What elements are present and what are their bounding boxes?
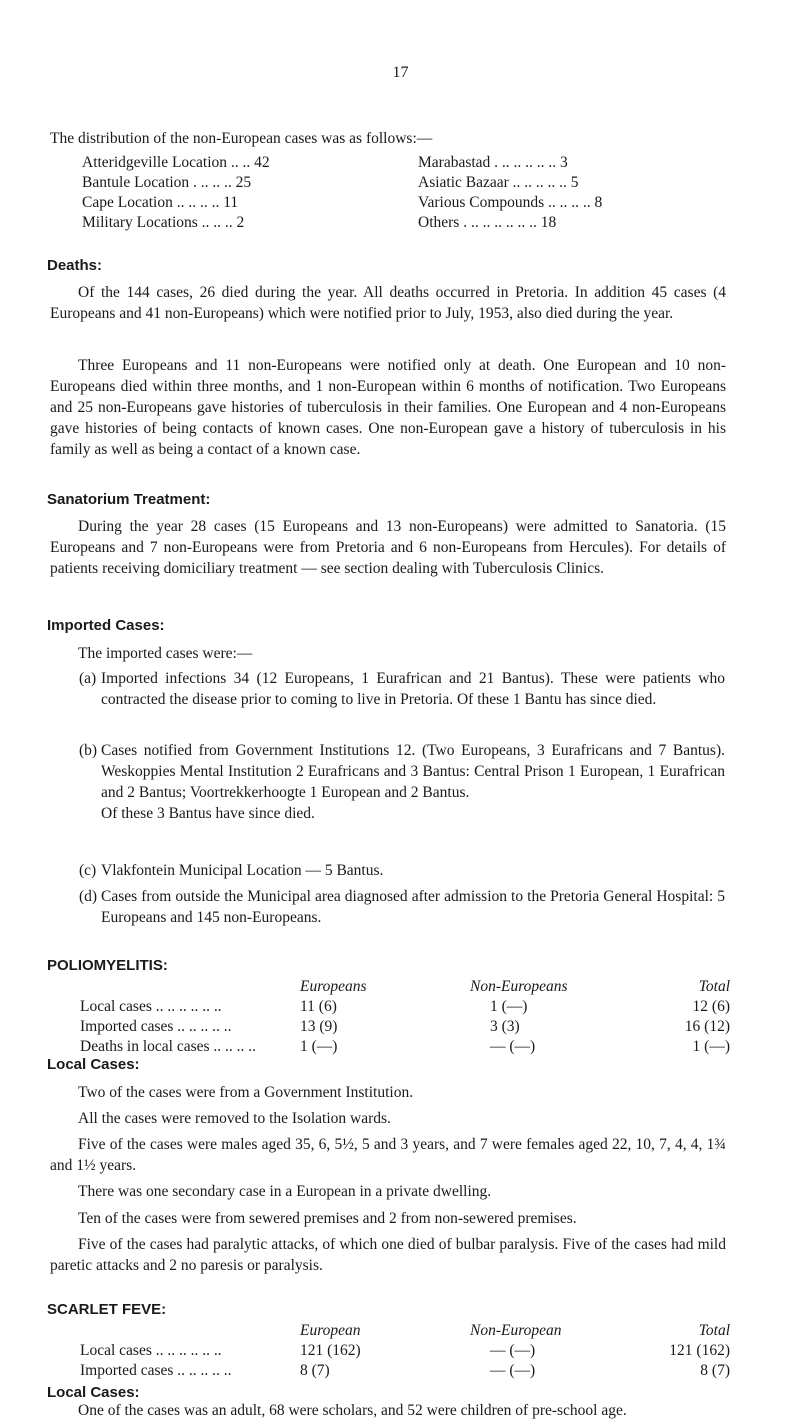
list-item: Various Compounds .. .. .. .. 8 bbox=[418, 194, 603, 211]
polio-local-p5: Ten of the cases were from sewered premises and 2 from non-sewered premises. bbox=[78, 1210, 577, 1227]
column-header: Europeans bbox=[300, 978, 367, 996]
row-label: Local cases .. .. .. .. .. .. bbox=[80, 1342, 222, 1360]
imported-intro: The imported cases were:— bbox=[78, 645, 253, 662]
cell-total: 16 (12) bbox=[684, 1018, 730, 1036]
row-label: Deaths in local cases .. .. .. .. bbox=[80, 1038, 257, 1056]
column-header: European bbox=[300, 1322, 361, 1340]
imported-item-a bbox=[79, 668, 725, 710]
distribution-intro: The distribution of the non-European cases was as follows:— bbox=[50, 130, 433, 147]
distribution-right-list bbox=[418, 152, 728, 232]
polio-local-p2: All the cases were removed to the Isolation wards. bbox=[78, 1110, 391, 1127]
table-row bbox=[50, 1340, 730, 1360]
deaths-paragraph-1: Of the 144 cases, 26 died during the year. All deaths occurred in Pretoria. In addition 45 cases (4 Europeans and 41 non-Europeans) which were notified prior to July, 1953, also died during the year. bbox=[50, 284, 726, 323]
item-text: Cases notified from Government Institutions 12. (Two Europeans, 3 Eurafricans and 7 Bantus). Weskoppies Mental Institution 2 Eurafricans and 3 Bantus: Central Prison 1 European, 1 Eurafrican and 2 Bantus; Voortrekkerhoogte 1 European and 2 Bantus. bbox=[101, 742, 725, 802]
cell-total: 121 (162) bbox=[669, 1342, 730, 1360]
sanatorium-paragraph: During the year 28 cases (15 Europeans and 13 non-Europeans) were admitted to Sanatoria. (15 Europeans and 7 non-Europeans were from Pretoria and 6 non-Europeans from Hercules). For details of patients receiving domiciliary treatment — see section dealing with Tuberculosis Clinics. bbox=[50, 518, 726, 578]
cell-europeans: 11 (6) bbox=[300, 998, 337, 1016]
list-item: Others . .. .. .. .. .. .. 18 bbox=[418, 214, 557, 231]
table-row bbox=[50, 1360, 730, 1380]
list-item: Military Locations .. .. .. 2 bbox=[82, 214, 245, 231]
imported-item-b bbox=[79, 740, 725, 824]
cell-non-europeans: 3 (3) bbox=[490, 1018, 520, 1036]
list-item: Bantule Location . .. .. .. 25 bbox=[82, 174, 252, 191]
polio-local-p6: Five of the cases had paralytic attacks, of which one died of bulbar paralysis. Five of the cases had mild paretic attacks and 2 no paresis or paralysis. bbox=[50, 1236, 726, 1275]
table-row bbox=[50, 996, 730, 1016]
item-text: Vlakfontein Municipal Location — 5 Bantus. bbox=[101, 862, 384, 879]
scarlet-local-p1: One of the cases was an adult, 68 were scholars, and 52 were children of pre-school age. bbox=[78, 1402, 627, 1419]
scarlet-title: SCARLET FEVE: bbox=[47, 1301, 167, 1318]
row-label: Local cases .. .. .. .. .. .. bbox=[80, 998, 222, 1016]
cell-non-europeans: 1 (—) bbox=[490, 998, 528, 1016]
list-item: Cape Location .. .. .. .. 11 bbox=[82, 194, 239, 211]
sanatorium-heading: Sanatorium Treatment: bbox=[47, 491, 211, 508]
column-header: Non-Europeans bbox=[470, 978, 568, 996]
cell-total: 8 (7) bbox=[700, 1362, 730, 1380]
cell-european: 8 (7) bbox=[300, 1362, 330, 1380]
polio-local-heading: Local Cases: bbox=[47, 1056, 140, 1073]
scarlet-local-heading: Local Cases: bbox=[47, 1384, 140, 1401]
item-label: (d) bbox=[79, 888, 98, 905]
deaths-paragraph-2: Three Europeans and 11 non-Europeans were notified only at death. One European and 10 non-Europeans died within three months, and 1 non-European within 6 months of notification. Two Europeans and 25 non-Europeans gave histories of tuberculosis in their families. One European and 4 non-Europeans gave histories of being contacts of known cases. One non-European gave a history of tuberculosis in his family as well as being a contact of a known case. bbox=[50, 357, 726, 459]
polio-title: POLIOMYELITIS: bbox=[47, 957, 168, 974]
imported-item-c bbox=[79, 860, 725, 881]
item-label: (a) bbox=[79, 670, 97, 687]
item-text: Cases from outside the Municipal area diagnosed after admission to the Pretoria General Hospital: 5 Europeans and 145 non-Europeans. bbox=[101, 888, 725, 927]
cell-europeans: 13 (9) bbox=[300, 1018, 338, 1036]
column-header: Non-European bbox=[470, 1322, 562, 1340]
list-item: Atteridgeville Location .. .. 42 bbox=[82, 154, 270, 171]
list-item: Marabastad . .. .. .. .. .. 3 bbox=[418, 154, 568, 171]
item-text: Imported infections 34 (12 Europeans, 1 Eurafrican and 21 Bantus). These were patients who contracted the disease prior to coming to live in Pretoria. Of these 1 Bantu has since died. bbox=[101, 670, 725, 709]
polio-table bbox=[47, 956, 730, 1056]
table-row bbox=[50, 1036, 730, 1056]
row-label: Imported cases .. .. .. .. .. bbox=[80, 1362, 232, 1380]
deaths-heading: Deaths: bbox=[47, 257, 103, 274]
cell-total: 12 (6) bbox=[692, 998, 730, 1016]
imported-item-d bbox=[79, 886, 725, 928]
cell-non-european: — (—) bbox=[490, 1342, 536, 1360]
scarlet-table bbox=[47, 1300, 730, 1380]
column-header: Total bbox=[698, 978, 730, 996]
polio-local-p3: Five of the cases were males aged 35, 6, 5½, 5 and 3 years, and 7 were females aged 22, 10, 7, 4, 4, 1¾ and 1½ years. bbox=[50, 1136, 726, 1175]
item-extra: Of these 3 Bantus have since died. bbox=[101, 805, 315, 823]
polio-local-p4: There was one secondary case in a European in a private dwelling. bbox=[78, 1183, 492, 1200]
cell-non-european: — (—) bbox=[490, 1362, 536, 1380]
cell-european: 121 (162) bbox=[300, 1342, 361, 1360]
list-item: Asiatic Bazaar .. .. .. .. .. 5 bbox=[418, 174, 579, 191]
row-label: Imported cases .. .. .. .. .. bbox=[80, 1018, 232, 1036]
cell-non-europeans: — (—) bbox=[490, 1038, 536, 1056]
imported-heading: Imported Cases: bbox=[47, 617, 165, 634]
item-label: (c) bbox=[79, 862, 97, 879]
distribution-left-list bbox=[82, 152, 362, 232]
table-row bbox=[50, 1016, 730, 1036]
polio-local-p1: Two of the cases were from a Government Institution. bbox=[78, 1084, 414, 1101]
table-header bbox=[50, 976, 730, 996]
column-header: Total bbox=[698, 1322, 730, 1340]
cell-europeans: 1 (—) bbox=[300, 1038, 338, 1056]
cell-total: 1 (—) bbox=[692, 1038, 730, 1056]
table-header bbox=[50, 1320, 730, 1340]
page-number: 17 bbox=[392, 64, 409, 81]
item-label: (b) bbox=[79, 742, 98, 759]
